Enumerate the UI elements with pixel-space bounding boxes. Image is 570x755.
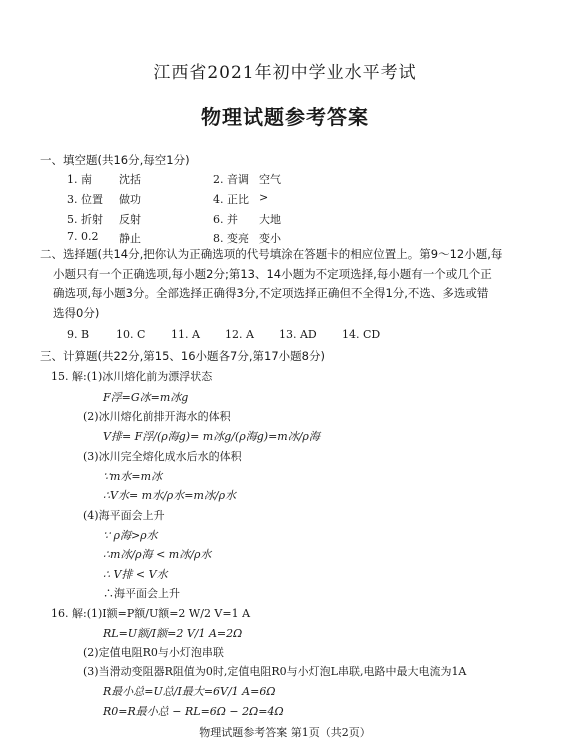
answer-value: >	[259, 191, 269, 204]
section2-heading-line: 二、选择题(共14分,把你认为正确选项的代号填涂在答题卡的相应位置上。第9～12小题,每	[40, 247, 503, 261]
page-footer: 物理试题参考答案 第1页（共2页）	[199, 726, 371, 739]
answer-value: 大地	[259, 213, 281, 226]
choice-answer: 10. C	[116, 328, 146, 341]
answer-num: 1. 南	[67, 173, 92, 186]
formula-line: ∵m水=m冰	[103, 470, 163, 483]
answer-num: 8. 变亮	[213, 232, 249, 245]
formula-line: ∴V水= m水/ρ水=m冰/ρ水	[103, 489, 237, 502]
choice-answer: 13. AD	[279, 328, 317, 341]
formula-line: ∴ V排 < V水	[103, 568, 168, 581]
answer-num: 7. 0.2	[67, 230, 99, 243]
answer-value: 空气	[259, 173, 281, 186]
answer-num: 5. 折射	[67, 213, 103, 226]
section2-heading-line: 选得0分)	[53, 305, 100, 320]
formula-line: F浮=G冰=m冰g	[103, 391, 189, 404]
solution-line: (3)当滑动变阻器R阻值为0时,定值电阻R0与小灯泡L串联,电路中最大电流为1A	[83, 665, 467, 678]
answer-num: 6. 并	[213, 213, 238, 226]
page-title: 物理试题参考答案	[201, 105, 369, 129]
formula-line: RL=U额/I额=2 V/1 A=2Ω	[103, 627, 243, 640]
answer-value: 做功	[119, 193, 141, 206]
answer-num: 2. 音调	[213, 173, 249, 186]
formula-line: ∴m冰/ρ海 < m冰/ρ水	[103, 548, 212, 561]
solution-line: (4)海平面会上升	[83, 509, 165, 522]
section2-heading-line: 小题只有一个正确选项,每小题2分;第13、14小题为不定项选择,每小题有一个或几个正	[53, 266, 492, 281]
formula-line: R0=R最小总 − RL=6Ω − 2Ω=4Ω	[103, 705, 284, 718]
answer-value: 沈括	[119, 173, 141, 186]
answer-value: 变小	[259, 232, 281, 245]
section2-heading-line: 确选项,每小题3分。全部选择正确得3分,不定项选择正确但不全得1分,不选、多选或错	[53, 286, 489, 300]
choice-answer: 9. B	[67, 328, 90, 341]
solution-line: (3)冰川完全熔化成水后水的体积	[83, 450, 242, 463]
solution-line: 15. 解:(1)冰川熔化前为漂浮状态	[51, 370, 213, 383]
choice-answer: 11. A	[171, 328, 200, 341]
section3-heading: 三、计算题(共22分,第15、16小题各7分,第17小题8分)	[40, 349, 325, 363]
section1-heading: 一、填空题(共16分,每空1分)	[40, 153, 190, 167]
answer-value: 反射	[119, 213, 141, 226]
formula-line: R最小总=U总/I最大=6V/1 A=6Ω	[103, 685, 276, 698]
solution-line: ∴海平面会上升	[103, 587, 180, 600]
choice-answer: 12. A	[225, 328, 254, 341]
section2-heading	[40, 245, 540, 323]
answer-num: 3. 位置	[67, 193, 103, 206]
solution-line: 16. 解:(1)I额=P额/U额=2 W/2 V=1 A	[51, 607, 251, 620]
solution-line: (2)定值电阻R0与小灯泡串联	[83, 646, 224, 659]
answer-num: 4. 正比	[213, 193, 249, 206]
choice-answer: 14. CD	[342, 328, 381, 341]
solution-line: (2)冰川熔化前排开海水的体积	[83, 410, 231, 423]
formula-line: ∵ ρ海>ρ水	[103, 529, 158, 542]
formula-line: V排= F浮/(ρ海g)= m冰g/(ρ海g)=m冰/ρ海	[103, 430, 320, 443]
answer-value: 静止	[119, 232, 141, 245]
exam-title: 江西省2021年初中学业水平考试	[153, 63, 417, 83]
